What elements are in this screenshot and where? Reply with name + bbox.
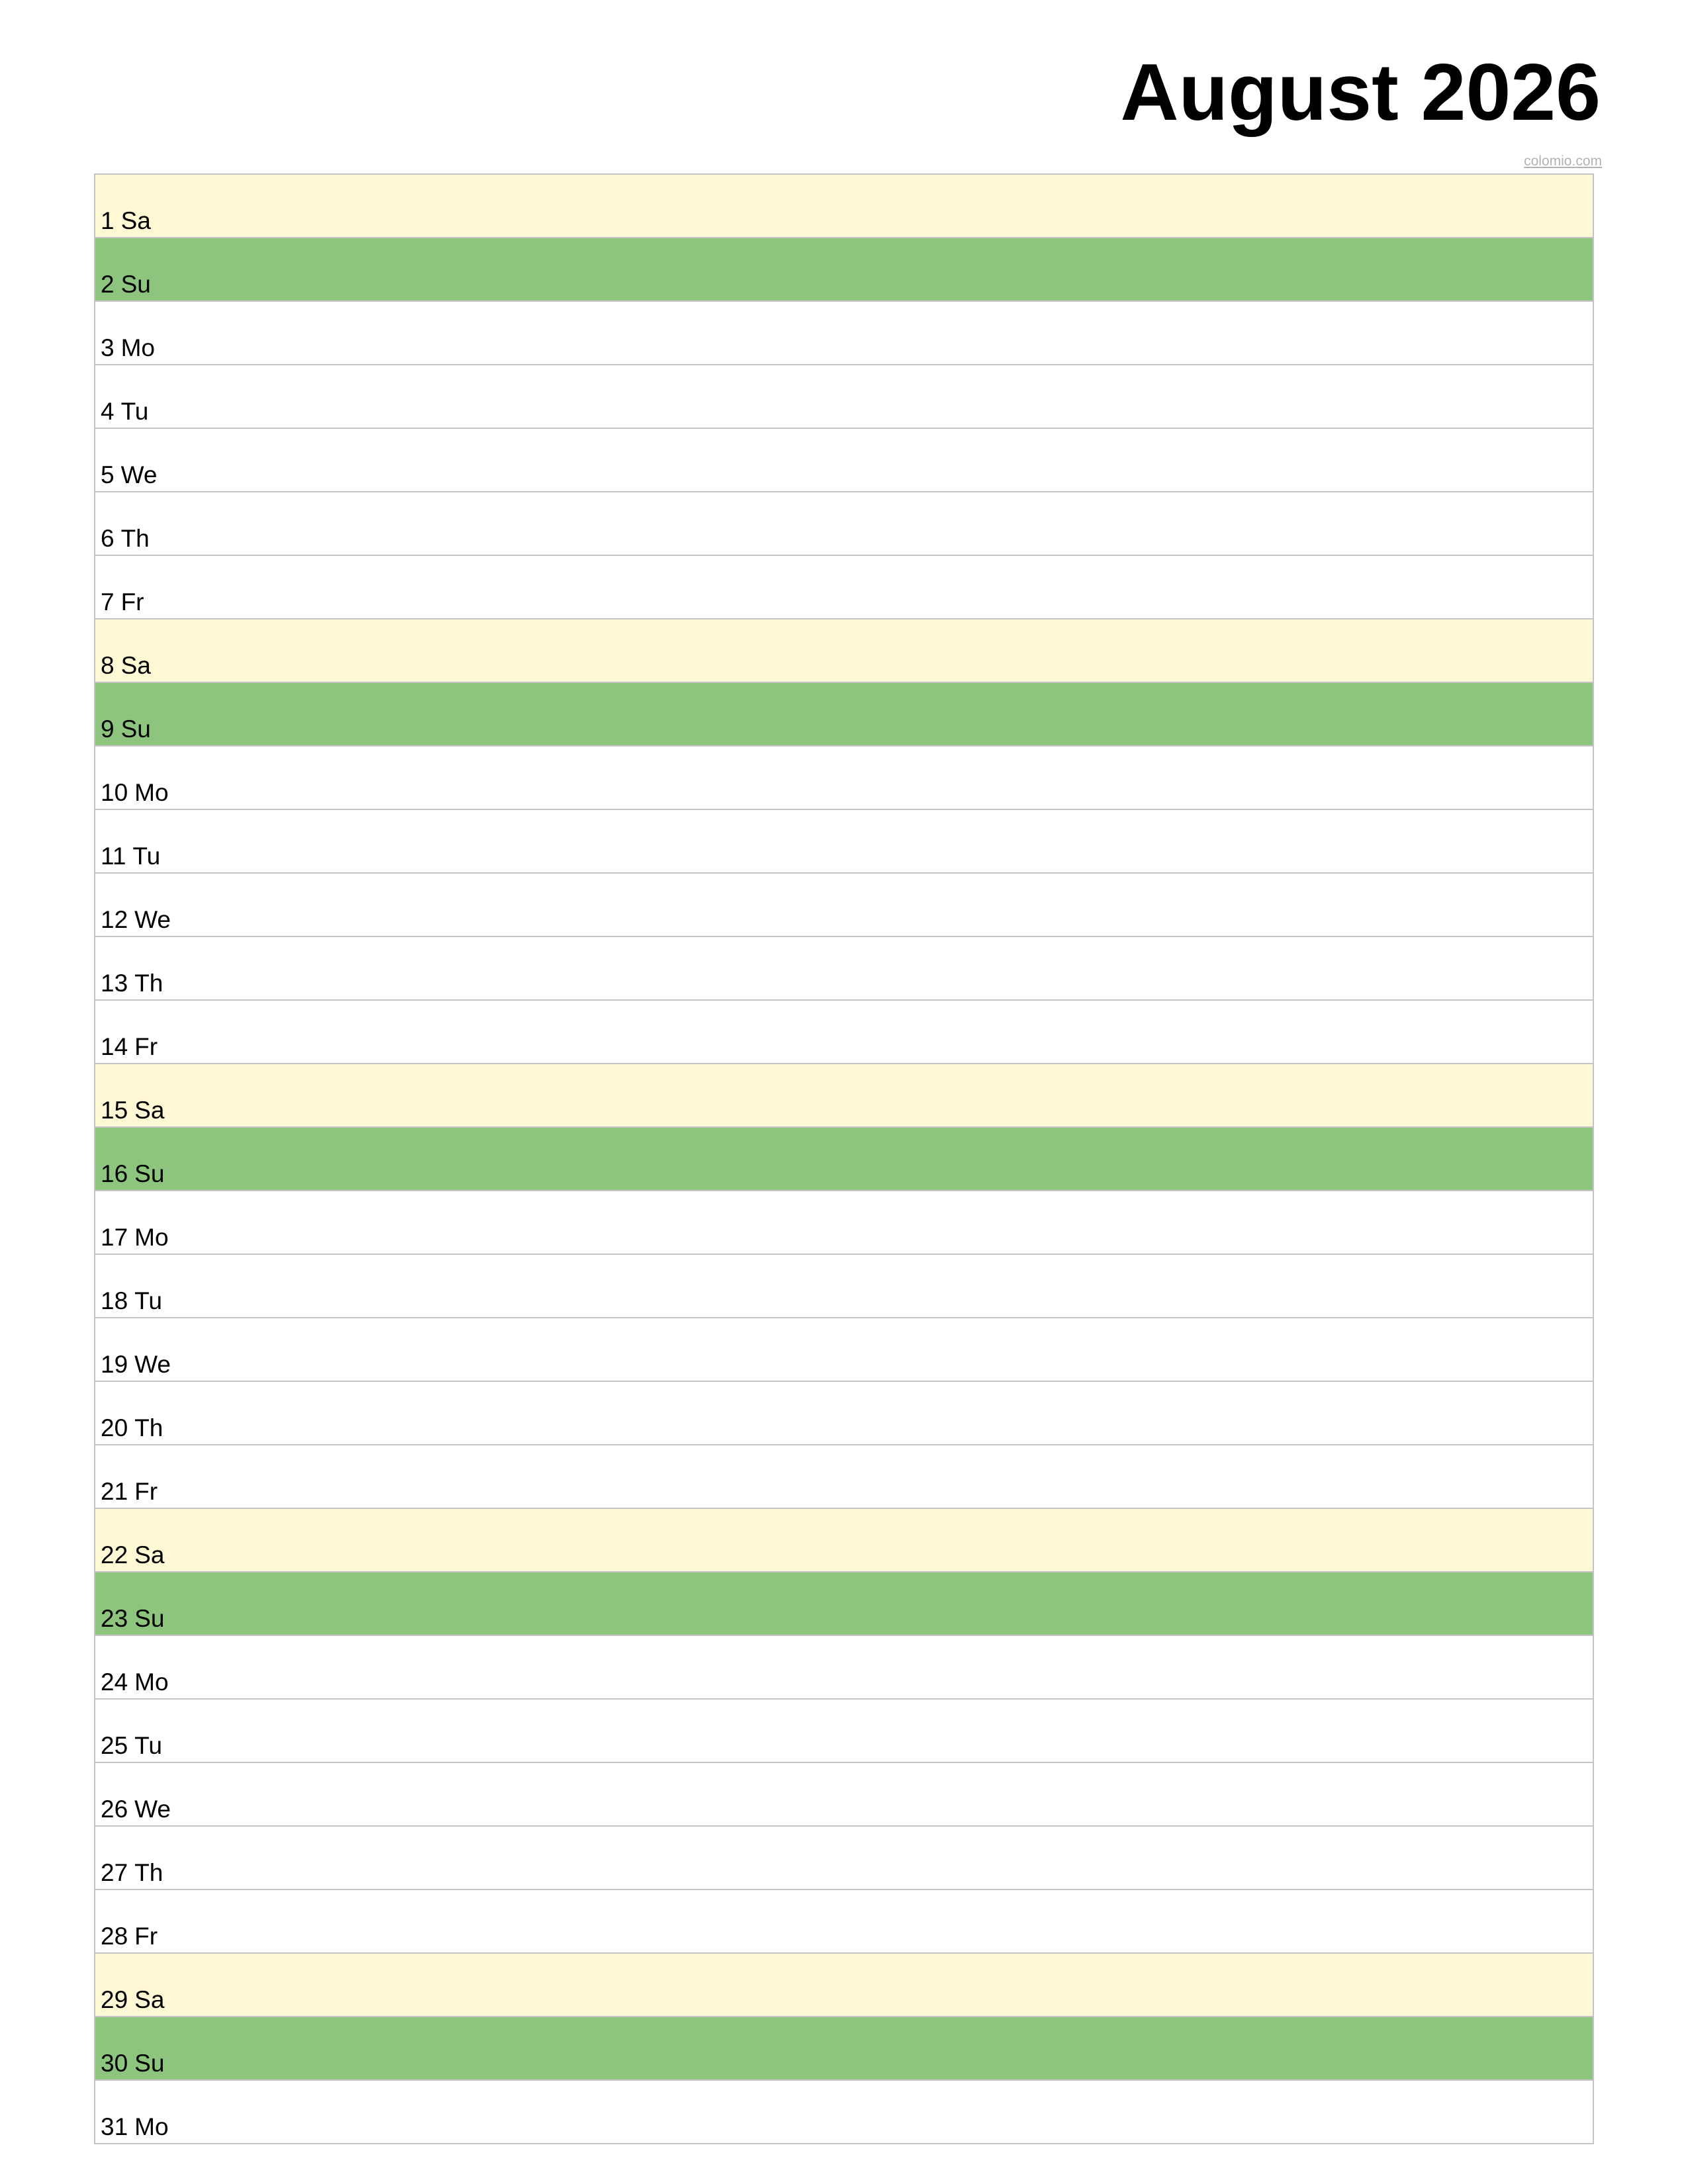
calendar-grid (94, 173, 1594, 2144)
day-of-week: Su (134, 2050, 165, 2077)
day-row[interactable] (95, 175, 1593, 238)
day-of-week: Th (134, 970, 164, 997)
day-label (101, 2051, 164, 2075)
day-number: 10 (101, 779, 128, 806)
day-number: 9 (101, 715, 115, 743)
day-row[interactable] (95, 429, 1593, 492)
day-row[interactable] (95, 810, 1593, 874)
day-number: 31 (101, 2113, 128, 2140)
day-number: 11 (101, 842, 126, 870)
day-of-week: Su (134, 1605, 165, 1632)
day-of-week: Fr (120, 588, 144, 615)
day-number: 16 (101, 1160, 128, 1187)
day-row[interactable] (95, 1318, 1593, 1382)
day-number: 29 (101, 1986, 128, 2013)
day-number: 15 (101, 1097, 128, 1124)
day-of-week: Th (134, 1414, 164, 1441)
day-label (101, 2115, 169, 2139)
day-number: 19 (101, 1351, 128, 1378)
day-label (101, 1860, 163, 1885)
day-label (101, 463, 157, 487)
day-row[interactable] (95, 1890, 1593, 1954)
day-label (101, 907, 171, 932)
day-label (101, 526, 150, 551)
day-row[interactable] (95, 492, 1593, 556)
day-label (101, 653, 151, 678)
day-label (101, 1034, 158, 1059)
day-of-week: We (134, 1351, 171, 1378)
day-of-week: Sa (120, 207, 151, 234)
day-label (101, 1987, 164, 2012)
day-label (101, 1543, 164, 1567)
day-row[interactable] (95, 1763, 1593, 1827)
day-label (101, 1161, 164, 1186)
day-number: 4 (101, 398, 115, 425)
day-row[interactable] (95, 1382, 1593, 1445)
day-row[interactable] (95, 238, 1593, 302)
day-row[interactable] (95, 1636, 1593, 1700)
day-number: 7 (101, 588, 115, 615)
day-number: 14 (101, 1033, 128, 1060)
day-of-week: Mo (134, 2113, 169, 2140)
day-of-week: Tu (134, 1287, 162, 1314)
day-number: 26 (101, 1796, 128, 1823)
day-number: 21 (101, 1478, 128, 1505)
day-label (101, 1670, 169, 1694)
day-row[interactable] (95, 1700, 1593, 1763)
day-number: 2 (101, 271, 115, 298)
day-of-week: Su (120, 271, 151, 298)
day-of-week: Su (134, 1160, 165, 1187)
day-row[interactable] (95, 1954, 1593, 2017)
day-label (101, 1606, 164, 1631)
day-row[interactable] (95, 1191, 1593, 1255)
day-label (101, 1289, 162, 1313)
day-of-week: Tu (120, 398, 149, 425)
day-label (101, 1924, 158, 1948)
day-row[interactable] (95, 683, 1593, 747)
day-of-week: Fr (134, 1478, 158, 1505)
day-label (101, 1797, 171, 1821)
day-label (101, 844, 160, 868)
day-number: 28 (101, 1923, 128, 1950)
day-of-week: Th (120, 525, 150, 552)
day-label (101, 971, 163, 995)
day-row[interactable] (95, 1064, 1593, 1128)
day-of-week: Sa (134, 1097, 165, 1124)
day-row[interactable] (95, 1509, 1593, 1572)
day-number: 12 (101, 906, 128, 933)
day-label (101, 1352, 171, 1377)
day-number: 27 (101, 1859, 128, 1886)
day-row[interactable] (95, 2081, 1593, 2144)
day-of-week: Sa (134, 1986, 165, 2013)
day-row[interactable] (95, 747, 1593, 810)
day-label (101, 208, 151, 233)
day-number: 24 (101, 1668, 128, 1696)
day-label (101, 780, 169, 805)
day-number: 25 (101, 1732, 128, 1759)
day-of-week: We (120, 461, 158, 488)
day-of-week: Th (134, 1859, 164, 1886)
day-of-week: Sa (134, 1541, 165, 1569)
day-label (101, 1479, 158, 1504)
day-of-week: Mo (134, 1224, 169, 1251)
day-label (101, 1098, 164, 1122)
day-number: 23 (101, 1605, 128, 1632)
day-of-week: Fr (134, 1033, 158, 1060)
day-row[interactable] (95, 1572, 1593, 1636)
day-number: 20 (101, 1414, 128, 1441)
day-of-week: Tu (132, 842, 161, 870)
day-of-week: Fr (134, 1923, 158, 1950)
day-row[interactable] (95, 365, 1593, 429)
day-of-week: We (134, 906, 171, 933)
day-row[interactable] (95, 1001, 1593, 1064)
day-number: 30 (101, 2050, 128, 2077)
day-of-week: Tu (134, 1732, 162, 1759)
day-number: 18 (101, 1287, 128, 1314)
day-row[interactable] (95, 2017, 1593, 2081)
day-number: 22 (101, 1541, 128, 1569)
day-label (101, 399, 148, 424)
day-row[interactable] (95, 1128, 1593, 1191)
day-row[interactable] (95, 302, 1593, 365)
day-number: 3 (101, 334, 115, 361)
day-row[interactable] (95, 874, 1593, 937)
page-title: August 2026 (1120, 47, 1601, 137)
day-row[interactable] (95, 1445, 1593, 1509)
day-of-week: Su (120, 715, 151, 743)
day-row[interactable] (95, 1255, 1593, 1318)
day-label (101, 717, 151, 741)
day-row[interactable] (95, 619, 1593, 683)
day-label (101, 336, 155, 360)
day-row[interactable] (95, 937, 1593, 1001)
day-of-week: Mo (120, 334, 155, 361)
day-of-week: Mo (134, 779, 169, 806)
day-label (101, 1733, 162, 1758)
day-label (101, 1225, 169, 1250)
day-number: 1 (101, 207, 115, 234)
day-label (101, 272, 151, 296)
day-label (101, 590, 144, 614)
day-number: 8 (101, 652, 115, 679)
day-number: 5 (101, 461, 115, 488)
day-of-week: We (134, 1796, 171, 1823)
day-of-week: Mo (134, 1668, 169, 1696)
day-number: 6 (101, 525, 115, 552)
watermark-link[interactable]: colomio.com (1524, 154, 1602, 169)
day-label (101, 1416, 163, 1440)
day-of-week: Sa (120, 652, 151, 679)
day-number: 17 (101, 1224, 128, 1251)
day-number: 13 (101, 970, 128, 997)
day-row[interactable] (95, 1827, 1593, 1890)
day-row[interactable] (95, 556, 1593, 619)
